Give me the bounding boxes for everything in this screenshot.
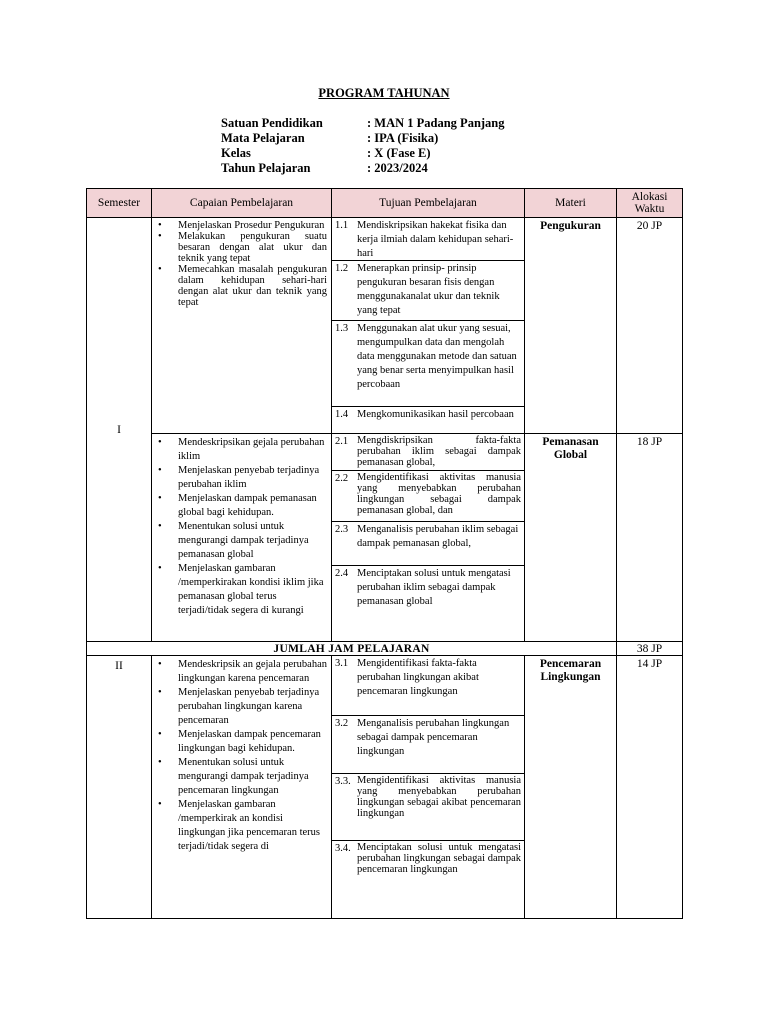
header-alokasi-waktu: Alokasi Waktu (617, 189, 683, 218)
cp-cell (152, 434, 332, 642)
tp-text: Mengdiskripsikan fakta-fakta perubahan iklim sebagai dampak pemanasan global, (357, 435, 521, 468)
tp-number: 2.1 (335, 436, 349, 447)
tp-number: 3.2 (335, 718, 349, 729)
materi-cell: Pengukuran (525, 218, 617, 434)
tp-item (332, 321, 524, 407)
cp-list (152, 218, 331, 308)
tp-text: Mengkomunikasikan hasil percobaan (357, 409, 514, 420)
tp-item (332, 407, 524, 433)
tp-item (332, 656, 524, 716)
tp-number: 1.1 (335, 220, 349, 231)
info-value: : X (Fase E) (367, 146, 431, 160)
cp-item: • Menjelaskan penyebab terjadinya perubahan iklim (178, 464, 327, 492)
info-value: : MAN 1 Padang Panjang (367, 116, 505, 130)
tp-text: Menciptakan solusi untuk mengatasi perubahan iklim sebagai dampak pemanasan global (357, 568, 511, 607)
tp-cell (332, 656, 525, 919)
total-label: JUMLAH JAM PELAJARAN (87, 642, 617, 656)
document-title: PROGRAM TAHUNAN (318, 86, 450, 100)
cp-item: • Menjelaskan gambaran /memperkirakan kondisi iklim jika pemanasan global terus terjadi/tidak segera di kurangi (178, 562, 327, 618)
tp-number: 1.2 (335, 263, 349, 274)
tp-text: Menggunakan alat ukur yang sesuai, mengumpulkan data dan mengolah data menggunakan metode dan satuan yang benar serta menyimpulkan hasil percobaan (357, 323, 517, 390)
table-row-pencemaran-lingkungan (87, 656, 683, 919)
table-row-pengukuran (87, 218, 683, 434)
cp-item: • Menentukan solusi untuk mengurangi dampak terjadinya pencemaran lingkungan (178, 756, 327, 798)
info-value: : 2023/2024 (367, 161, 428, 175)
info-label: Kelas (221, 146, 251, 160)
tp-text: Mendiskripsikan hakekat fisika dan kerja ilmiah dalam kehidupan sehari- hari (357, 220, 514, 259)
info-label: Tahun Pelajaran (221, 161, 311, 175)
total-value: 38 JP (617, 642, 683, 656)
cp-item: • Memecahkan masalah pengukuran dalam kehidupan sehari-hari dengan alat ukur dan teknik yang tepat (178, 264, 327, 308)
total-row (87, 642, 683, 656)
tp-text: Mengidentifikasi fakta-fakta perubahan lingkungan akibat pencemaran lingkungan (357, 658, 479, 697)
info-value: : IPA (Fisika) (367, 131, 439, 145)
program-table (86, 188, 683, 919)
tp-item (332, 522, 524, 566)
table-row-pemanasan-global (87, 434, 683, 642)
materi-cell: Pemanasan Global (525, 434, 617, 642)
tp-number: 1.4 (335, 409, 349, 420)
tp-number: 2.3 (335, 524, 349, 535)
tp-text: Menerapkan prinsip- prinsip pengukuran besaran fisis dengan menggunakanalat ukur dan teknik yang tepat (357, 263, 500, 316)
tp-number: 2.2 (335, 473, 349, 484)
tp-item (332, 261, 524, 321)
tp-item (332, 218, 524, 261)
semester-cell: I (87, 218, 152, 642)
tp-number: 3.4. (335, 843, 351, 854)
document-info (221, 116, 505, 176)
info-row-kelas (221, 146, 505, 161)
tp-text: Menciptakan solusi untuk mengatasi perubahan lingkungan sebagai dampak pencemaran lingkungan (357, 842, 521, 875)
tp-item (332, 434, 524, 471)
tp-item (332, 774, 524, 841)
info-label: Satuan Pendidikan (221, 116, 323, 130)
header-tujuan-pembelajaran: Tujuan Pembelajaran (332, 189, 525, 218)
tp-item (332, 471, 524, 522)
tp-text: Mengidentifikasi aktivitas manusia yang menyebabkan perubahan lingkungan sebagai akibat pencemaran lingkungan (357, 775, 521, 819)
tp-item (332, 566, 524, 640)
table-header-row (87, 189, 683, 218)
cp-item: • Menentukan solusi untuk mengurangi dampak terjadinya pemanasan global (178, 520, 327, 562)
cp-cell (152, 656, 332, 919)
cp-item: • Menjelaskan dampak pemanasan global bagi kehidupan. (178, 492, 327, 520)
tp-item (332, 716, 524, 774)
tp-text: Mengidentifikasi aktivitas manusia yang menyebabkan perubahan lingkungan sebagai dampak pemanasan global, dan (357, 472, 521, 516)
info-row-tahun-pelajaran (221, 161, 505, 176)
cp-item: • Mendeskripsik an gejala perubahan lingkungan karena pencemaran (178, 658, 327, 686)
cp-list (152, 434, 331, 618)
tp-number: 1.3 (335, 323, 349, 334)
header-capaian-pembelajaran: Capaian Pembelajaran (152, 189, 332, 218)
tp-number: 3.1 (335, 658, 349, 669)
tp-number: 2.4 (335, 568, 349, 579)
cp-item: • Menjelaskan Prosedur Pengukuran (178, 220, 327, 231)
alokasi-cell: 18 JP (617, 434, 683, 642)
cp-cell (152, 218, 332, 434)
tp-item (332, 841, 524, 917)
cp-item: • Menjelaskan dampak pencemaran lingkungan bagi kehidupan. (178, 728, 327, 756)
info-label: Mata Pelajaran (221, 131, 305, 145)
cp-item: • Mendeskripsikan gejala perubahan iklim (178, 436, 327, 464)
materi-cell: Pencemaran Lingkungan (525, 656, 617, 919)
header-semester: Semester (87, 189, 152, 218)
tp-text: Menganalisis perubahan lingkungan sebagai dampak pencemaran lingkungan (357, 718, 510, 757)
alokasi-cell: 14 JP (617, 656, 683, 919)
cp-list (152, 656, 331, 854)
header-materi: Materi (525, 189, 617, 218)
tp-text: Menganalisis perubahan iklim sebagai dampak pemanasan global, (357, 524, 519, 549)
tp-cell (332, 218, 525, 434)
info-row-mata-pelajaran (221, 131, 505, 146)
info-row-satuan-pendidikan (221, 116, 505, 131)
cp-item: • Melakukan pengukuran suatu besaran dengan alat ukur dan teknik yang tepat (178, 231, 327, 264)
tp-cell (332, 434, 525, 642)
cp-item: • Menjelaskan penyebab terjadinya perubahan lingkungan karena pencemaran (178, 686, 327, 728)
alokasi-cell: 20 JP (617, 218, 683, 434)
cp-item: • Menjelaskan gambaran /memperkirak an kondisi lingkungan jika pencemaran terus terjadi/tidak segera di (178, 798, 327, 854)
semester-cell: II (87, 656, 152, 919)
tp-number: 3.3. (335, 776, 351, 787)
